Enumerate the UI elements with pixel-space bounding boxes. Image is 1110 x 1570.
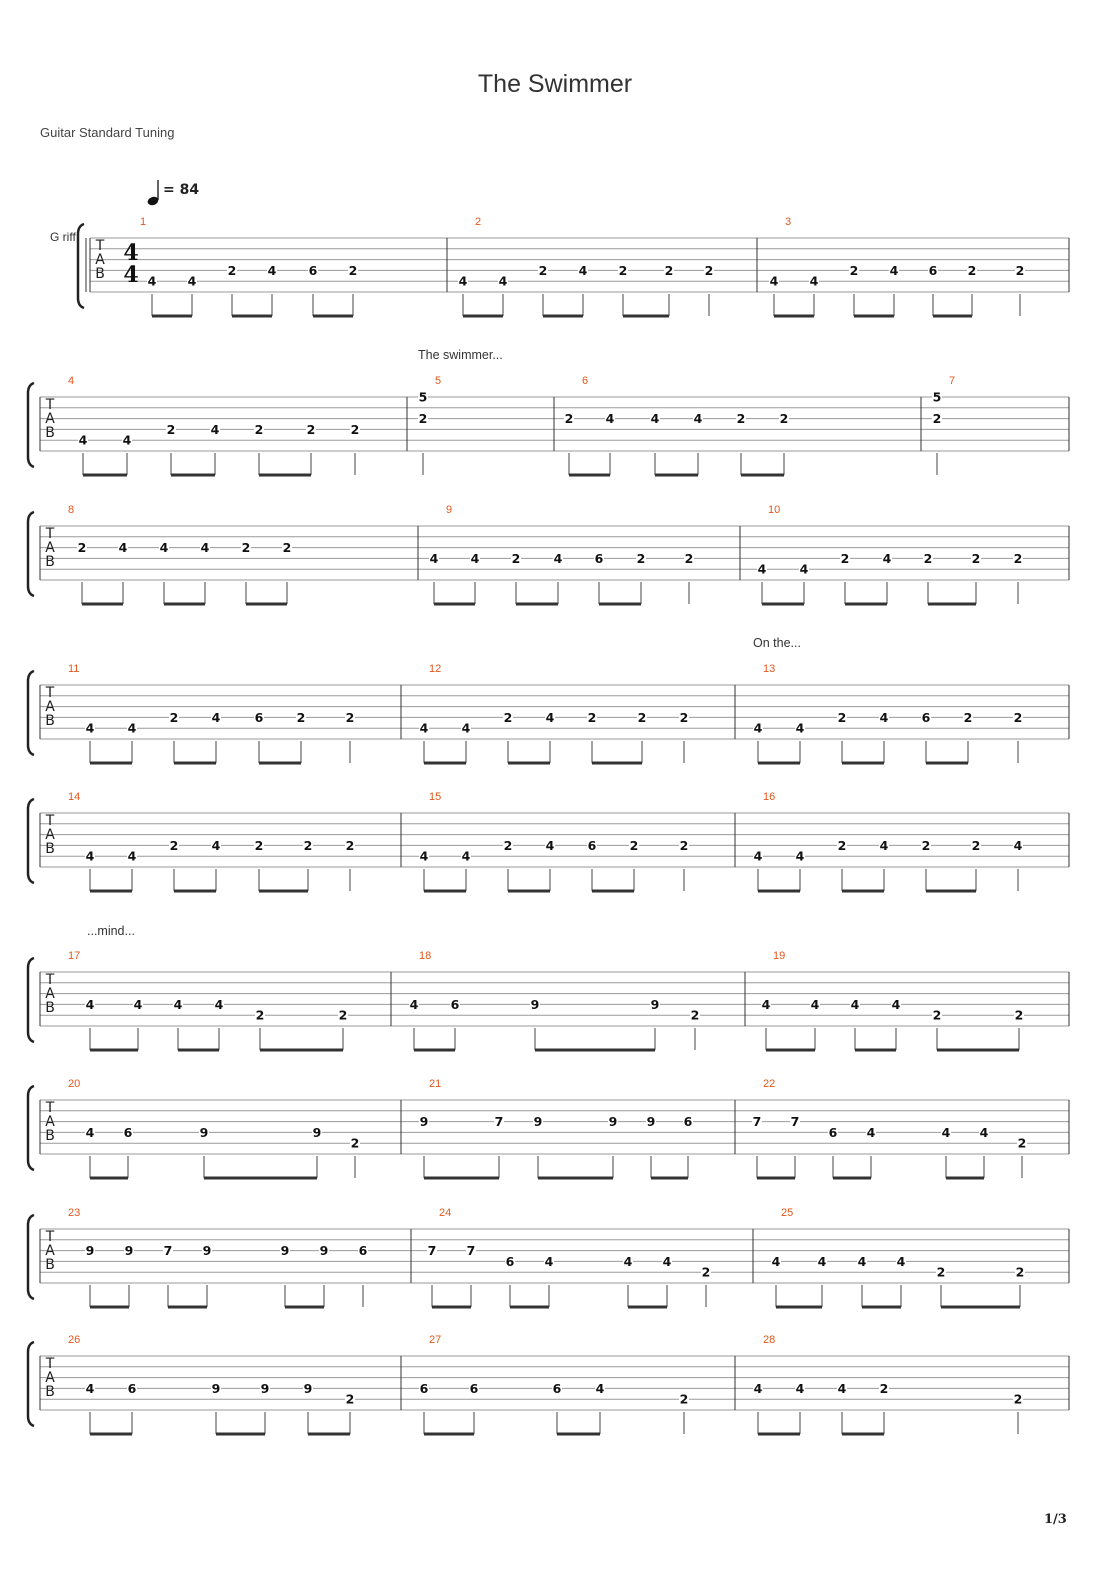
fret-number: 4 xyxy=(85,1380,95,1396)
tab-clef-letter: B xyxy=(45,554,55,570)
tab-clef-letter: T xyxy=(45,813,55,829)
fret-number: 2 xyxy=(503,709,513,725)
fret-number: 2 xyxy=(169,709,179,725)
measure-number: 2 xyxy=(475,216,482,228)
fret-number: 2 xyxy=(932,1007,942,1023)
fret-number: 4 xyxy=(118,540,128,556)
tab-clef-letter: B xyxy=(45,713,55,729)
fret-number: 4 xyxy=(211,837,221,853)
measure-number: 28 xyxy=(763,1334,776,1346)
fret-number: 6 xyxy=(254,709,264,725)
system-bracket xyxy=(28,958,34,1042)
fret-number: 2 xyxy=(664,262,674,278)
tab-clef-letter: T xyxy=(45,397,55,413)
fret-number: 4 xyxy=(753,720,763,736)
tab-clef-letter: B xyxy=(45,1128,55,1144)
fret-number: 7 xyxy=(466,1243,476,1259)
fret-number: 2 xyxy=(840,550,850,566)
tab-system xyxy=(78,224,1069,316)
measure-number: 14 xyxy=(68,791,81,803)
fret-number: 4 xyxy=(769,273,779,289)
tab-system xyxy=(28,1342,1069,1434)
fret-number: 9 xyxy=(280,1243,290,1259)
tab-clef-letter: A xyxy=(45,1243,55,1259)
fret-number: 9 xyxy=(199,1124,209,1140)
fret-number: 9 xyxy=(533,1114,543,1130)
fret-number: 4 xyxy=(267,262,277,278)
time-signature-numerator: 4 xyxy=(123,240,139,266)
system-bracket xyxy=(28,671,34,755)
fret-number: 4 xyxy=(1013,837,1023,853)
fret-number: 4 xyxy=(159,540,169,556)
fret-number: 4 xyxy=(544,1253,554,1269)
fret-number: 6 xyxy=(469,1380,479,1396)
fret-number: 2 xyxy=(241,540,251,556)
track-name: G riff xyxy=(50,230,76,244)
measure-number: 4 xyxy=(68,375,75,387)
fret-number: 2 xyxy=(418,411,428,427)
tab-clef-letter: B xyxy=(45,1257,55,1273)
fret-number: 2 xyxy=(77,540,87,556)
fret-number: 4 xyxy=(545,709,555,725)
fret-number: 6 xyxy=(921,709,931,725)
fret-number: 6 xyxy=(308,262,318,278)
tab-clef-letter: A xyxy=(45,411,55,427)
fret-number: 4 xyxy=(85,848,95,864)
measure-number: 6 xyxy=(582,375,589,387)
fret-number: 9 xyxy=(85,1243,95,1259)
tab-clef-letter: A xyxy=(45,986,55,1002)
fret-number: 2 xyxy=(306,421,316,437)
fret-number: 2 xyxy=(967,262,977,278)
fret-number: 2 xyxy=(254,837,264,853)
fret-number: 9 xyxy=(319,1243,329,1259)
tempo-marking: = 84 xyxy=(163,182,200,198)
measure-number: 22 xyxy=(763,1078,776,1090)
fret-number: 4 xyxy=(200,540,210,556)
fret-number: 2 xyxy=(1013,550,1023,566)
measure-number: 23 xyxy=(68,1207,81,1219)
measure-number: 7 xyxy=(949,375,956,387)
fret-number: 4 xyxy=(461,720,471,736)
fret-number: 4 xyxy=(409,996,419,1012)
measure-number: 8 xyxy=(68,504,75,516)
fret-number: 4 xyxy=(761,996,771,1012)
fret-number: 2 xyxy=(169,837,179,853)
fret-number: 2 xyxy=(1013,1391,1023,1407)
fret-number: 7 xyxy=(752,1114,762,1130)
measure-number: 9 xyxy=(446,504,453,516)
tab-clef-letter: A xyxy=(45,540,55,556)
fret-number: 9 xyxy=(202,1243,212,1259)
song-title: The Swimmer xyxy=(477,70,633,98)
fret-number: 4 xyxy=(419,720,429,736)
fret-number: 9 xyxy=(419,1114,429,1130)
tab-clef-letter: T xyxy=(45,1356,55,1372)
fret-number: 7 xyxy=(427,1243,437,1259)
fret-number: 4 xyxy=(810,996,820,1012)
fret-number: 2 xyxy=(690,1007,700,1023)
fret-number: 6 xyxy=(358,1243,368,1259)
fret-number: 2 xyxy=(936,1264,946,1280)
fret-number: 4 xyxy=(578,262,588,278)
fret-number: 2 xyxy=(1014,1007,1024,1023)
fret-number: 2 xyxy=(837,709,847,725)
fret-number: 2 xyxy=(538,262,548,278)
fret-number: 4 xyxy=(187,273,197,289)
measure-number: 26 xyxy=(68,1334,81,1346)
fret-number: 2 xyxy=(971,837,981,853)
measure-number: 17 xyxy=(68,950,81,962)
fret-number: 4 xyxy=(799,561,809,577)
fret-number: 9 xyxy=(260,1380,270,1396)
fret-number: 4 xyxy=(662,1253,672,1269)
fret-number: 9 xyxy=(303,1380,313,1396)
fret-number: 4 xyxy=(470,550,480,566)
fret-number: 6 xyxy=(928,262,938,278)
measure-number: 25 xyxy=(781,1207,794,1219)
fret-number: 4 xyxy=(498,273,508,289)
fret-number: 5 xyxy=(418,389,428,405)
fret-number: 4 xyxy=(753,1380,763,1396)
fret-number: 2 xyxy=(629,837,639,853)
tab-clef-letter: B xyxy=(45,1384,55,1400)
measure-number: 10 xyxy=(768,504,781,516)
fret-number: 2 xyxy=(736,411,746,427)
fret-number: 6 xyxy=(505,1253,515,1269)
fret-number: 2 xyxy=(636,550,646,566)
fret-number: 2 xyxy=(338,1007,348,1023)
tab-clef-letter: A xyxy=(45,1370,55,1386)
fret-number: 2 xyxy=(1015,1264,1025,1280)
quarter-note-icon xyxy=(146,180,159,207)
fret-number: 2 xyxy=(255,1007,265,1023)
fret-number: 4 xyxy=(817,1253,827,1269)
time-signature-denominator: 4 xyxy=(123,262,139,288)
fret-number: 4 xyxy=(757,561,767,577)
tab-clef-letter: B xyxy=(45,425,55,441)
fret-number: 4 xyxy=(866,1124,876,1140)
tab-clef-letter: B xyxy=(95,266,105,282)
fret-number: 2 xyxy=(345,1391,355,1407)
tab-clef-letter: T xyxy=(45,1100,55,1116)
fret-number: 2 xyxy=(837,837,847,853)
tab-clef-letter: T xyxy=(45,526,55,542)
fret-number: 2 xyxy=(564,411,574,427)
fret-number: 6 xyxy=(419,1380,429,1396)
fret-number: 4 xyxy=(605,411,615,427)
fret-number: 6 xyxy=(123,1124,133,1140)
system-bracket xyxy=(28,512,34,596)
measure-number: 3 xyxy=(785,216,792,228)
fret-number: 4 xyxy=(882,550,892,566)
fret-number: 4 xyxy=(214,996,224,1012)
fret-number: 4 xyxy=(896,1253,906,1269)
measure-number: 19 xyxy=(773,950,786,962)
fret-number: 6 xyxy=(594,550,604,566)
fret-number: 4 xyxy=(809,273,819,289)
fret-number: 2 xyxy=(587,709,597,725)
fret-number: 6 xyxy=(450,996,460,1012)
tab-clef-letter: T xyxy=(45,1229,55,1245)
system-bracket xyxy=(28,383,34,467)
fret-number: 4 xyxy=(127,848,137,864)
fret-number: 4 xyxy=(879,837,889,853)
fret-number: 9 xyxy=(530,996,540,1012)
lyric-text: On the... xyxy=(753,636,801,650)
fret-number: 2 xyxy=(254,421,264,437)
fret-number: 4 xyxy=(795,1380,805,1396)
fret-number: 4 xyxy=(941,1124,951,1140)
measure-number: 12 xyxy=(429,663,442,675)
fret-number: 4 xyxy=(595,1380,605,1396)
tab-system xyxy=(28,958,1069,1050)
tab-system xyxy=(28,383,1069,475)
fret-number: 4 xyxy=(458,273,468,289)
tab-clef-letter: T xyxy=(45,972,55,988)
lyric-text: ...mind... xyxy=(87,924,135,938)
fret-number: 4 xyxy=(979,1124,989,1140)
fret-number: 2 xyxy=(879,1380,889,1396)
fret-number: 4 xyxy=(173,996,183,1012)
tab-clef-letter: A xyxy=(45,827,55,843)
measure-number: 16 xyxy=(763,791,776,803)
fret-number: 2 xyxy=(348,262,358,278)
fret-number: 2 xyxy=(166,421,176,437)
fret-number: 6 xyxy=(587,837,597,853)
measure-number: 11 xyxy=(68,663,80,675)
fret-number: 2 xyxy=(618,262,628,278)
tab-clef-letter: A xyxy=(45,1114,55,1130)
fret-number: 4 xyxy=(753,848,763,864)
fret-number: 4 xyxy=(211,709,221,725)
fret-number: 2 xyxy=(679,709,689,725)
fret-number: 4 xyxy=(837,1380,847,1396)
measure-number: 27 xyxy=(429,1334,442,1346)
tab-clef-letter: A xyxy=(95,252,105,268)
fret-number: 2 xyxy=(282,540,292,556)
tab-system xyxy=(28,512,1069,604)
measure-number: 13 xyxy=(763,663,776,675)
fret-number: 4 xyxy=(857,1253,867,1269)
fret-number: 7 xyxy=(163,1243,173,1259)
tab-clef-letter: B xyxy=(45,1000,55,1016)
fret-number: 4 xyxy=(850,996,860,1012)
fret-number: 2 xyxy=(921,837,931,853)
fret-number: 2 xyxy=(701,1264,711,1280)
fret-number: 9 xyxy=(211,1380,221,1396)
fret-number: 4 xyxy=(879,709,889,725)
fret-number: 7 xyxy=(790,1114,800,1130)
fret-number: 2 xyxy=(350,421,360,437)
fret-number: 2 xyxy=(227,262,237,278)
fret-number: 9 xyxy=(646,1114,656,1130)
tab-clef-letter: A xyxy=(45,699,55,715)
lyric-text: The swimmer... xyxy=(418,348,503,362)
fret-number: 9 xyxy=(124,1243,134,1259)
fret-number: 2 xyxy=(350,1135,360,1151)
fret-number: 4 xyxy=(429,550,439,566)
fret-number: 2 xyxy=(1017,1135,1027,1151)
tab-clef-letter: B xyxy=(45,841,55,857)
tab-system xyxy=(28,1086,1069,1178)
tab-clef-letter: T xyxy=(45,685,55,701)
fret-number: 4 xyxy=(85,720,95,736)
fret-number: 4 xyxy=(122,432,132,448)
fret-number: 2 xyxy=(345,837,355,853)
fret-number: 2 xyxy=(303,837,313,853)
fret-number: 4 xyxy=(147,273,157,289)
measure-number: 5 xyxy=(435,375,442,387)
fret-number: 7 xyxy=(494,1114,504,1130)
fret-number: 2 xyxy=(923,550,933,566)
fret-number: 4 xyxy=(553,550,563,566)
fret-number: 9 xyxy=(608,1114,618,1130)
fret-number: 2 xyxy=(345,709,355,725)
fret-number: 4 xyxy=(889,262,899,278)
fret-number: 2 xyxy=(779,411,789,427)
fret-number: 2 xyxy=(296,709,306,725)
fret-number: 4 xyxy=(85,996,95,1012)
measure-number: 24 xyxy=(439,1207,452,1219)
measure-number: 1 xyxy=(140,216,147,228)
fret-number: 4 xyxy=(127,720,137,736)
fret-number: 4 xyxy=(85,1124,95,1140)
fret-number: 2 xyxy=(971,550,981,566)
fret-number: 6 xyxy=(127,1380,137,1396)
fret-number: 5 xyxy=(932,389,942,405)
fret-number: 6 xyxy=(552,1380,562,1396)
fret-number: 4 xyxy=(650,411,660,427)
fret-number: 2 xyxy=(932,411,942,427)
system-bracket xyxy=(78,224,84,308)
fret-number: 2 xyxy=(679,837,689,853)
fret-number: 4 xyxy=(461,848,471,864)
fret-number: 6 xyxy=(683,1114,693,1130)
system-bracket xyxy=(28,1086,34,1170)
fret-number: 4 xyxy=(623,1253,633,1269)
fret-number: 4 xyxy=(693,411,703,427)
system-bracket xyxy=(28,799,34,883)
tuning-label: Guitar Standard Tuning xyxy=(40,125,175,140)
system-bracket xyxy=(28,1342,34,1426)
system-bracket xyxy=(28,1215,34,1299)
fret-number: 4 xyxy=(210,421,220,437)
fret-number: 2 xyxy=(963,709,973,725)
fret-number: 9 xyxy=(312,1124,322,1140)
fret-number: 6 xyxy=(828,1124,838,1140)
measure-number: 20 xyxy=(68,1078,81,1090)
fret-number: 4 xyxy=(771,1253,781,1269)
tab-clef-letter: T xyxy=(95,238,105,254)
fret-number: 2 xyxy=(503,837,513,853)
fret-number: 2 xyxy=(637,709,647,725)
fret-number: 9 xyxy=(650,996,660,1012)
fret-number: 2 xyxy=(704,262,714,278)
fret-number: 2 xyxy=(679,1391,689,1407)
fret-number: 4 xyxy=(419,848,429,864)
fret-number: 2 xyxy=(849,262,859,278)
measure-number: 21 xyxy=(429,1078,442,1090)
fret-number: 4 xyxy=(133,996,143,1012)
fret-number: 4 xyxy=(795,720,805,736)
fret-number: 4 xyxy=(545,837,555,853)
fret-number: 2 xyxy=(511,550,521,566)
page-number: 1/3 xyxy=(1044,1512,1067,1527)
fret-number: 4 xyxy=(891,996,901,1012)
fret-number: 2 xyxy=(1013,709,1023,725)
measure-number: 18 xyxy=(419,950,432,962)
fret-number: 2 xyxy=(1015,262,1025,278)
measure-number: 15 xyxy=(429,791,442,803)
fret-number: 2 xyxy=(684,550,694,566)
fret-number: 4 xyxy=(795,848,805,864)
fret-number: 4 xyxy=(78,432,88,448)
